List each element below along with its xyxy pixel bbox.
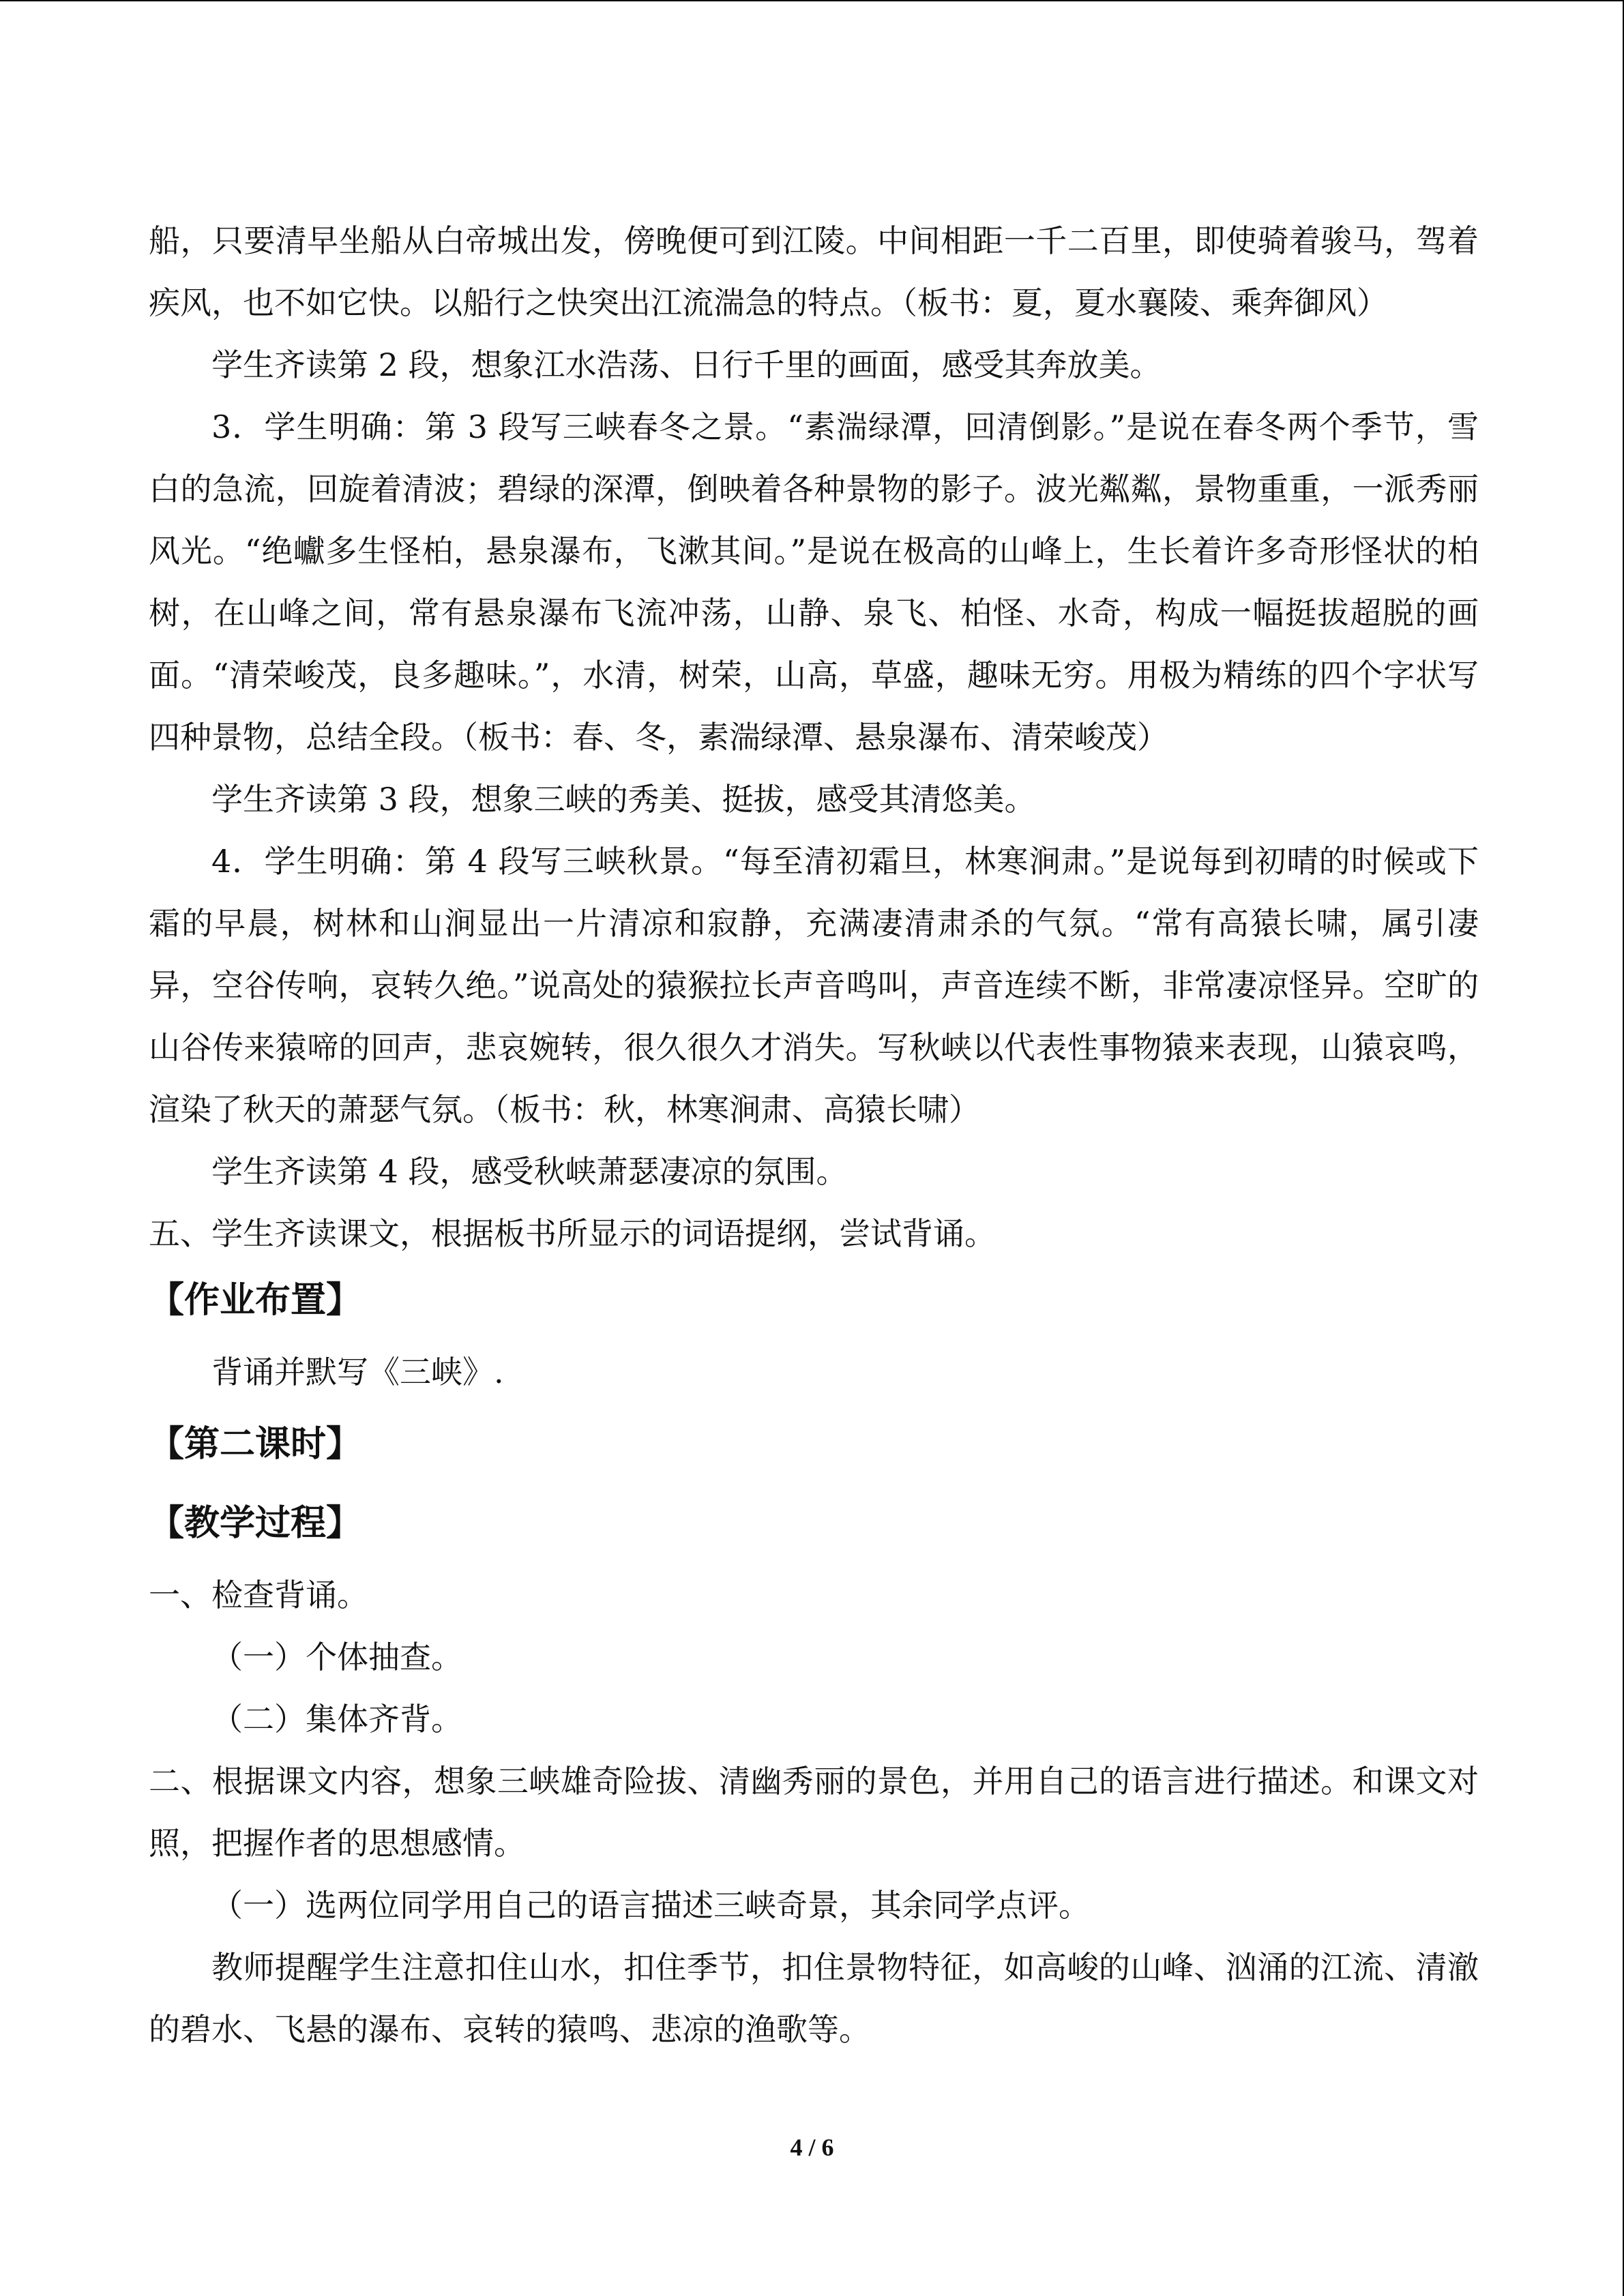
homework-heading: 【作业布置】 [149, 1280, 362, 1321]
homework-text: 背诵并默写《三峡》. [211, 1354, 504, 1390]
paragraph-summer-continued: 船，只要清早坐船从白帝城出发，傍晚便可到江陵。中间相距一千二百里，即使骑着骏马，驾着疾风，也不如它快。以船行之快突出江流湍急的特点。（板书：夏，夏水襄陵、乘奔御风） [149, 222, 1479, 321]
teaching-process-heading: 【教学过程】 [149, 1503, 362, 1544]
process-item-teacher-reminder: 教师提醒学生注意扣住山水，扣住季节，扣住景物特征，如高峻的山峰、汹涌的江流、清澈的碧水、飞悬的瀑布、哀转的猿鸣、悲凉的渔歌等。 [149, 1949, 1479, 2048]
process-item-describe-scenery: （一）选两位同学用自己的语言描述三峡奇景，其余同学点评。 [211, 1887, 1090, 1924]
second-lesson-heading: 【第二课时】 [149, 1424, 362, 1465]
paragraph-read-section-3: 学生齐读第 3 段，想象三峡的秀美、挺拔，感受其清悠美。 [211, 781, 1036, 818]
paragraph-autumn: 4．学生明确：第 4 段写三峡秋景。“每至清初霜旦，林寒涧肃。”是说每到初晴的时候或下霜的早晨，树林和山涧显出一片清凉和寂静，充满凄清肃杀的气氛。“常有高猿长啸，属引凄异，空谷传响，哀转久绝。”说高处的猿猴拉长声音鸣叫，声音连续不断，非常凄凉怪异。空旷的山谷传来猿啼的回声，悲哀婉转，很久很久才消失。写秋峡以代表性事物猿来表现，山猿哀鸣，渲染了秋天的萧瑟气氛。（板书：秋，林寒涧肃、高猿长啸） [149, 843, 1479, 1128]
process-item-group-recite: （二）集体齐背。 [211, 1701, 462, 1738]
process-item-check-recitation: 一、检查背诵。 [149, 1577, 368, 1613]
paragraph-spring-winter: 3．学生明确：第 3 段写三峡春冬之景。“素湍绿潭，回清倒影。”是说在春冬两个季节，雪白的急流，回旋着清波；碧绿的深潭，倒映着各种景物的影子。波光粼粼，景物重重，一派秀丽风光。“绝巘多生怪柏，悬泉瀑布，飞漱其间。”是说在极高的山峰上，生长着许多奇形怪状的柏树，在山峰之间，常有悬泉瀑布飞流冲荡，山静、泉飞、柏怪、水奇，构成一幅挺拔超脱的画面。“清荣峻茂，良多趣味。”，水清，树荣，山高，草盛，趣味无穷。用极为精练的四个字状写四种景物，总结全段。（板书：春、冬，素湍绿潭、悬泉瀑布、清荣峻茂） [149, 408, 1479, 756]
page-number: 4 / 6 [790, 2134, 834, 2161]
process-item-imagine-describe: 二、根据课文内容，想象三峡雄奇险拔、清幽秀丽的景色，并用自己的语言进行描述。和课文对照，把握作者的思想感情。 [149, 1763, 1479, 1862]
page-content [149, 210, 1479, 2061]
paragraph-read-section-2: 学生齐读第 2 段，想象江水浩荡、日行千里的画面，感受其奔放美。 [211, 346, 1162, 383]
paragraph-recite-attempt: 五、学生齐读课文，根据板书所显示的词语提纲，尝试背诵。 [149, 1215, 996, 1252]
paragraph-read-section-4: 学生齐读第 4 段，感受秋峡萧瑟凄凉的氛围。 [211, 1153, 848, 1190]
process-item-individual-check: （一）个体抽查。 [211, 1639, 462, 1675]
